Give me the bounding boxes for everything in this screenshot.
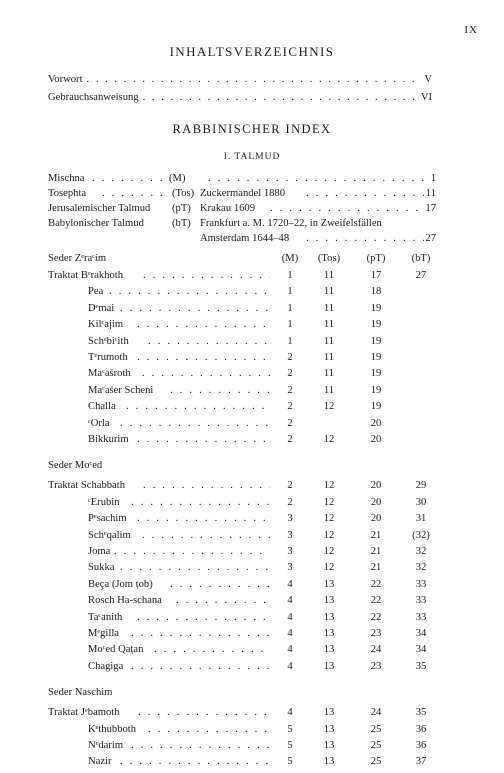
tractate-name: [88, 644, 143, 655]
cell-pt: 19: [370, 401, 382, 413]
tractate-row[interactable]: [48, 661, 448, 677]
tractate-name: [48, 270, 123, 281]
cell-m: 2: [287, 434, 293, 445]
tractate-row[interactable]: [48, 513, 448, 529]
tractate-title: Schᵉbiᶜith: [88, 335, 129, 347]
leader-dots: [170, 579, 270, 590]
tractate-name: [88, 352, 128, 363]
tractate-title: Dᵉmai: [88, 302, 115, 314]
cell-tos: 11: [323, 335, 335, 347]
leader-dots: [137, 434, 270, 445]
column-header-bt: (bT): [411, 253, 431, 264]
cell-pt: 21: [370, 562, 382, 574]
cell-bt: 35: [415, 707, 427, 719]
tractate-name: [88, 579, 153, 590]
cell-tos: 12: [323, 529, 335, 541]
cell-m: 3: [287, 546, 293, 557]
tractate-name: [88, 628, 119, 639]
tractate-name: [88, 595, 162, 606]
tractate-title: Beça (Jom ṭob): [88, 578, 153, 590]
cell-pt: 23: [370, 628, 382, 639]
source-edition: Zuckermandel 1880: [200, 188, 286, 199]
leader-dots: [143, 92, 417, 103]
source-edition: Frankfurt a. M. 1720–22, in Zweifelsfällen: [200, 218, 382, 229]
cell-m: 5: [287, 723, 293, 735]
cell-tos: 13: [323, 707, 335, 719]
leader-dots: [137, 612, 270, 623]
cell-pt: 22: [370, 578, 382, 590]
cell-m: 2: [287, 384, 293, 396]
cell-tos: 12: [323, 480, 335, 492]
toc-page: V: [424, 74, 432, 85]
tractate-title: Nᵉdarim: [88, 740, 124, 751]
cell-bt: 33: [415, 578, 427, 590]
source-page: 1: [430, 173, 436, 184]
cell-m: 2: [287, 496, 293, 508]
tractate-title: Kᵉthubboth: [88, 723, 137, 735]
tractate-title: Nazir: [88, 756, 112, 768]
tractate-name: [88, 319, 123, 330]
cell-pt: 21: [370, 529, 382, 541]
cell-tos: 13: [323, 660, 335, 672]
cell-pt: 21: [370, 546, 382, 557]
cell-bt: 32: [415, 562, 427, 574]
leader-dots: [170, 385, 270, 396]
cell-pt: 17: [370, 270, 382, 281]
leader-dots: [143, 270, 270, 281]
tractate-row[interactable]: [48, 579, 448, 595]
cell-m: 4: [287, 595, 293, 607]
tractate-row[interactable]: [48, 595, 448, 611]
tractate-row[interactable]: [48, 352, 448, 368]
cell-pt: 19: [370, 302, 382, 314]
column-header-m: (M): [281, 253, 299, 264]
leader-dots: [148, 336, 270, 347]
cell-m: 5: [287, 756, 293, 768]
tractate-title: Maᶜaśroth: [88, 368, 131, 380]
leader-dots: [92, 173, 164, 184]
leader-dots: [120, 756, 270, 767]
leader-dots: [137, 513, 270, 524]
cell-tos: 12: [323, 562, 335, 574]
cell-pt: 23: [370, 660, 382, 672]
cell-bt: 34: [415, 628, 427, 639]
cell-tos: 11: [323, 368, 335, 380]
cell-pt: 25: [370, 723, 382, 735]
cell-tos: 13: [323, 595, 335, 607]
traktat-prefix: Traktat: [48, 480, 81, 492]
leader-dots: [142, 368, 270, 379]
tractate-title: ᶜErubin: [88, 496, 120, 508]
tractate-row[interactable]: [48, 497, 448, 513]
cell-bt: 30: [415, 496, 427, 508]
tractate-title: Schᵉqalim: [88, 529, 131, 541]
page-title: INHALTSVERZEICHNIS: [169, 44, 335, 59]
source-abbr: (pT): [172, 203, 191, 214]
column-header-row: [48, 253, 448, 269]
leader-dots: [109, 286, 270, 297]
source-name: Tosephta: [48, 188, 87, 199]
cell-bt: 34: [415, 644, 427, 656]
cell-pt: 19: [370, 335, 382, 347]
cell-tos: 12: [323, 546, 335, 557]
leader-dots: [120, 562, 270, 573]
cell-bt: 27: [415, 270, 427, 281]
cell-bt: 29: [415, 480, 427, 492]
order-heading: Seder Zᵉraᶜim: [48, 253, 107, 264]
cell-pt: 20: [370, 496, 382, 508]
cell-m: 1: [287, 302, 293, 314]
index-title: RABBINISCHER INDEX: [172, 122, 332, 136]
cell-m: 3: [287, 513, 293, 525]
cell-m: 1: [287, 335, 293, 347]
cell-m: 3: [287, 562, 293, 574]
cell-bt: 36: [415, 740, 427, 751]
source-name: Jerusalemischer Talmud: [48, 203, 151, 214]
cell-m: 3: [287, 529, 293, 541]
leader-dots: [306, 188, 424, 199]
tractate-title: Joma: [88, 546, 111, 557]
cell-tos: 12: [323, 496, 335, 508]
traktat-prefix: Traktat: [48, 270, 81, 281]
cell-bt: 35: [415, 660, 427, 672]
leader-dots: [120, 418, 270, 429]
cell-tos: 12: [323, 513, 335, 525]
tractate-title: Bikkurim: [88, 434, 129, 445]
tractate-title: Challa: [88, 401, 116, 413]
tractate-name: [88, 562, 114, 573]
source-row[interactable]: [48, 173, 436, 189]
cell-pt: 19: [370, 319, 382, 331]
cell-m: 1: [287, 286, 293, 298]
tractate-row[interactable]: [48, 628, 448, 644]
cell-tos: 11: [323, 319, 335, 331]
tractate-name: [88, 385, 153, 396]
tractate-row[interactable]: [48, 530, 448, 546]
source-abbr: (Tos): [172, 188, 195, 199]
toc-label: Gebrauchsanweisung: [48, 92, 139, 103]
tractate-row[interactable]: [48, 707, 448, 723]
cell-m: 2: [287, 368, 293, 380]
cell-m: 4: [287, 644, 293, 656]
source-abbr: (bT): [172, 218, 191, 229]
tractate-row[interactable]: [48, 724, 448, 740]
tractate-row[interactable]: [48, 303, 448, 319]
cell-bt: 36: [415, 723, 427, 735]
leader-dots: [114, 546, 270, 557]
cell-tos: 12: [323, 434, 335, 445]
cell-m: 4: [287, 611, 293, 623]
cell-tos: 13: [323, 644, 335, 656]
tractate-row[interactable]: [48, 480, 448, 496]
cell-m: 1: [287, 270, 293, 281]
order-heading: Seder Naschim: [48, 687, 113, 699]
tractate-name: [88, 418, 110, 429]
cell-pt: 25: [370, 756, 382, 768]
cell-pt: 20: [370, 513, 382, 525]
tractate-name: [88, 740, 123, 751]
cell-bt: 33: [415, 595, 427, 607]
cell-tos: 11: [323, 286, 335, 298]
tractate-title: Pea: [88, 286, 104, 298]
tractate-row[interactable]: [48, 270, 448, 286]
leader-dots: [142, 530, 270, 541]
leader-dots: [120, 303, 270, 314]
cell-tos: 11: [323, 302, 335, 314]
cell-m: 2: [287, 417, 293, 429]
source-page: 17: [425, 203, 436, 214]
cell-pt: 20: [370, 417, 382, 429]
leader-dots: [148, 724, 270, 735]
talmud-heading: I. TALMUD: [223, 152, 281, 162]
leader-dots: [176, 595, 270, 606]
cell-tos: 12: [323, 401, 335, 413]
source-edition: Krakau 1609: [200, 203, 256, 214]
tractate-title: Mᵉgilla: [88, 628, 119, 639]
leader-dots: [138, 707, 270, 718]
tractate-title: Sukka: [88, 562, 115, 574]
cell-pt: 20: [370, 480, 382, 492]
tractate-title: Taᶜanith: [88, 611, 123, 623]
tractate-name: [88, 756, 112, 767]
source-row[interactable]: [48, 203, 436, 219]
tractate-row[interactable]: [48, 418, 448, 434]
tractate-row[interactable]: [48, 612, 448, 628]
tractate-title: Schabbath: [80, 480, 126, 492]
tractate-name: [88, 546, 110, 557]
cell-bt: 31: [415, 513, 427, 525]
leader-dots: [131, 628, 270, 639]
source-abbr: (M): [169, 173, 186, 184]
cell-pt: 24: [370, 707, 382, 719]
source-row[interactable]: [48, 188, 436, 204]
tractate-title: ᶜOrla: [88, 417, 110, 429]
source-edition: Amsterdam 1644–48: [200, 233, 290, 244]
cell-m: 4: [287, 707, 293, 719]
cell-tos: 13: [323, 723, 335, 735]
tractate-name: [88, 513, 127, 524]
cell-pt: 22: [370, 611, 382, 623]
leader-dots: [131, 661, 270, 672]
toc-page: VI: [420, 92, 432, 103]
cell-tos: 11: [323, 384, 335, 396]
cell-m: 4: [287, 578, 293, 590]
tractate-row[interactable]: [48, 401, 448, 417]
tractate-title: Maᶜaśer Scheni: [88, 384, 154, 396]
cell-m: 2: [287, 480, 293, 492]
cell-tos: 13: [323, 628, 335, 639]
traktat-prefix: Traktat: [48, 707, 81, 719]
tractate-title: Kilᶜajim: [88, 319, 124, 331]
tractate-title: Jᵉbamoth: [80, 707, 120, 719]
cell-tos: 13: [323, 756, 335, 768]
tractate-row[interactable]: [48, 319, 448, 335]
cell-pt: 24: [370, 644, 382, 656]
leader-dots: [131, 497, 270, 508]
cell-m: 2: [287, 401, 293, 413]
tractate-row[interactable]: [48, 434, 448, 450]
cell-pt: 19: [370, 352, 382, 363]
leader-dots: [87, 74, 421, 85]
cell-tos: 13: [323, 740, 335, 751]
tractate-title: Moᶜed Qaṭan: [88, 644, 144, 656]
tractate-row[interactable]: [48, 546, 448, 562]
tractate-name: [88, 661, 123, 672]
toc-label: Vorwort: [48, 74, 83, 85]
leader-dots: [143, 480, 270, 491]
tractate-name: [88, 724, 136, 735]
source-page: 27: [425, 233, 436, 244]
tractate-name: [88, 286, 103, 297]
cell-pt: 19: [370, 368, 382, 380]
tractate-title: Pᵉsachim: [88, 513, 127, 525]
source-row[interactable]: [48, 218, 436, 234]
cell-pt: 25: [370, 740, 382, 751]
leader-dots: [154, 644, 270, 655]
tractate-title: Bᵉrakhoth: [80, 270, 124, 281]
page-number: IX: [464, 24, 478, 36]
cell-tos: 13: [323, 611, 335, 623]
tractate-title: Chagiga: [88, 660, 124, 672]
cell-pt: 18: [370, 286, 382, 298]
cell-tos: 13: [323, 578, 335, 590]
tractate-name: [88, 497, 120, 508]
tractate-title: Rosch Ha-schana: [88, 595, 162, 607]
cell-bt: 33: [415, 611, 427, 623]
cell-m: 4: [287, 628, 293, 639]
source-page: 11: [425, 188, 436, 199]
cell-tos: 11: [323, 352, 335, 363]
tractate-row[interactable]: [48, 336, 448, 352]
leader-dots: [131, 740, 270, 751]
cell-pt: 22: [370, 595, 382, 607]
column-header-pt: (pT): [366, 253, 386, 264]
tractate-name: [88, 530, 131, 541]
source-row[interactable]: [48, 233, 436, 249]
leader-dots: [306, 233, 424, 244]
order-heading: Seder Moᶜed: [48, 460, 103, 472]
tractate-name: [88, 612, 122, 623]
cell-pt: 20: [370, 434, 382, 445]
cell-tos: 11: [323, 270, 335, 281]
leader-dots: [137, 319, 270, 330]
cell-bt: 32: [415, 546, 427, 557]
tractate-row[interactable]: [48, 756, 448, 772]
leader-dots: [270, 203, 424, 214]
source-name: Mischna: [48, 173, 85, 184]
tractate-row[interactable]: [48, 562, 448, 578]
cell-m: 1: [287, 319, 293, 331]
column-header-tos: (Tos): [317, 253, 341, 264]
tractate-name: [88, 401, 116, 412]
tractate-name: [88, 434, 129, 445]
tractate-name: [88, 368, 131, 379]
cell-m: 2: [287, 352, 293, 363]
tractate-title: Tᵉrumoth: [88, 352, 128, 363]
leader-dots: [208, 173, 424, 184]
toc-entry-vorwort[interactable]: [48, 74, 432, 85]
cell-m: 4: [287, 660, 293, 672]
cell-pt: 19: [370, 384, 382, 396]
leader-dots: [102, 188, 164, 199]
tractate-row[interactable]: [48, 385, 448, 401]
source-name: Babylonischer Talmud: [48, 218, 144, 229]
tractate-row[interactable]: [48, 740, 448, 756]
cell-m: 5: [287, 740, 293, 751]
tractate-name: [48, 707, 120, 718]
tractate-row[interactable]: [48, 368, 448, 384]
leader-dots: [137, 352, 270, 363]
tractate-name: [48, 480, 125, 491]
tractate-row[interactable]: [48, 286, 448, 302]
cell-bt: 37: [415, 756, 427, 768]
leader-dots: [126, 401, 270, 412]
tractate-row[interactable]: [48, 644, 448, 660]
cell-bt: (32): [412, 529, 430, 541]
toc-entry-gebrauchsanweisung[interactable]: [48, 92, 432, 103]
tractate-name: [88, 303, 114, 314]
tractate-name: [88, 336, 129, 347]
